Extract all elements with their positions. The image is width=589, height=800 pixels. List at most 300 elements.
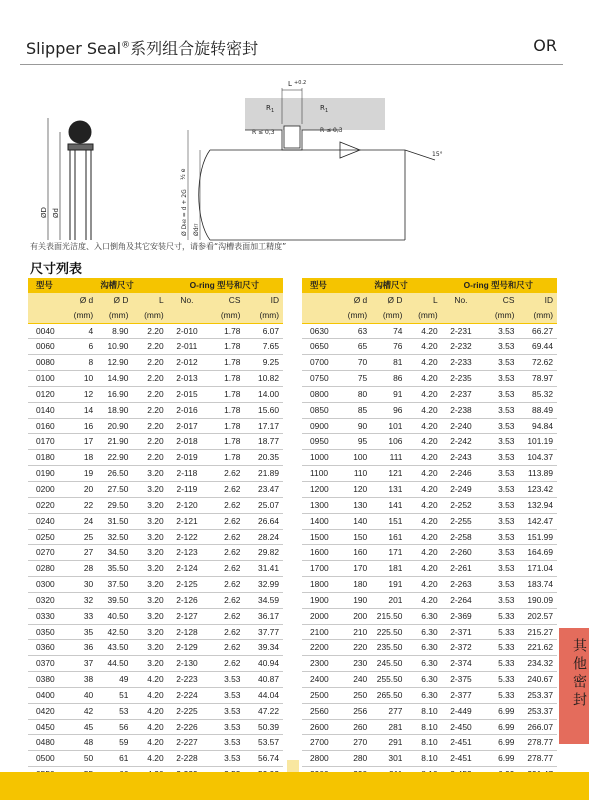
- table-cell: 4.20: [404, 371, 439, 387]
- header-cs: CS: [208, 293, 242, 308]
- table-cell: 2-223: [166, 672, 209, 688]
- table-cell: 33: [69, 608, 96, 624]
- header-L: L: [404, 293, 439, 308]
- table-cell: 2.62: [208, 624, 242, 640]
- table-row: [302, 466, 557, 482]
- table-cell: 37.77: [242, 624, 283, 640]
- section-title: 尺寸列表: [30, 262, 83, 277]
- table-row: [302, 719, 557, 735]
- table-cell: 2-127: [166, 608, 209, 624]
- table-cell: 95: [343, 434, 370, 450]
- table-cell: 190.09: [516, 592, 557, 608]
- table-cell: 2.62: [208, 656, 242, 672]
- table-row: [302, 592, 557, 608]
- table-cell: 8.90: [95, 323, 130, 339]
- table-cell: 164.69: [516, 545, 557, 561]
- table-cell: 39.50: [95, 592, 130, 608]
- table-cell: 32: [69, 592, 96, 608]
- table-row: [302, 703, 557, 719]
- table-cell: 4.20: [404, 481, 439, 497]
- table-cell: 29.82: [242, 545, 283, 561]
- table-cell: 2-232: [440, 339, 483, 355]
- table-cell: 27: [69, 545, 96, 561]
- slipper-ring-profile: [68, 144, 93, 150]
- table-cell: 3.20: [130, 466, 165, 482]
- unit-mm: (mm): [516, 308, 557, 323]
- table-cell: 3.20: [130, 656, 165, 672]
- table-row: [28, 592, 283, 608]
- table-cell: 150: [343, 529, 370, 545]
- table-row: [302, 434, 557, 450]
- table-cell: 4.20: [404, 497, 439, 513]
- table-cell: 2-249: [440, 481, 483, 497]
- table-cell: 0190: [28, 466, 69, 482]
- table-cell: 215.50: [369, 608, 404, 624]
- table-cell: 94.84: [516, 418, 557, 434]
- table-cell: 225.50: [369, 624, 404, 640]
- table-cell: 45: [69, 719, 96, 735]
- table-cell: 2-121: [166, 513, 209, 529]
- label-r-le-left: R ≤ 0,3: [252, 129, 275, 136]
- table-cell: 5.33: [482, 624, 516, 640]
- table-cell: 3.53: [482, 497, 516, 513]
- unit-mm: (mm): [208, 308, 242, 323]
- table-cell: 47.22: [242, 703, 283, 719]
- table-cell: 2-015: [166, 386, 209, 402]
- table-cell: 21.89: [242, 466, 283, 482]
- table-row: [28, 545, 283, 561]
- table-cell: 3.53: [482, 355, 516, 371]
- table-row: [28, 513, 283, 529]
- table-cell: 2-016: [166, 402, 209, 418]
- table-cell: 34.59: [242, 592, 283, 608]
- table-cell: 183.74: [516, 577, 557, 593]
- table-row: [302, 418, 557, 434]
- table-cell: 120: [343, 481, 370, 497]
- table-row: [28, 656, 283, 672]
- table-row: [28, 672, 283, 688]
- unit-mm: (mm): [130, 308, 165, 323]
- table-cell: 10.82: [242, 371, 283, 387]
- table-cell: 35.50: [95, 561, 130, 577]
- header-d: Ø d: [343, 293, 370, 308]
- label-half-e: ½ e: [180, 168, 187, 180]
- table-cell: 3.53: [482, 323, 516, 339]
- table-row: [28, 323, 283, 339]
- table-cell: 38: [69, 672, 96, 688]
- table-row: [302, 497, 557, 513]
- table-cell: 18.77: [242, 434, 283, 450]
- table-cell: 75: [343, 371, 370, 387]
- table-cell: 59: [95, 735, 130, 751]
- table-cell: 111: [369, 450, 404, 466]
- table-cell: 14: [69, 402, 96, 418]
- table-row: [28, 735, 283, 751]
- table-cell: 110: [343, 466, 370, 482]
- table-cell: 140: [343, 513, 370, 529]
- table-row: [28, 497, 283, 513]
- table-cell: 8.10: [404, 719, 439, 735]
- table-cell: 40.50: [95, 608, 130, 624]
- table-cell: 121: [369, 466, 404, 482]
- table-cell: 20.35: [242, 450, 283, 466]
- table-cell: 6.99: [482, 719, 516, 735]
- table-cell: 2-012: [166, 355, 209, 371]
- table-cell: 266.07: [516, 719, 557, 735]
- table-cell: 42.50: [95, 624, 130, 640]
- table-cell: 4.20: [404, 592, 439, 608]
- table-cell: 0060: [28, 339, 69, 355]
- table-cell: 85: [343, 402, 370, 418]
- table-cell: 2-238: [440, 402, 483, 418]
- table-row: [28, 355, 283, 371]
- table-cell: 40.94: [242, 656, 283, 672]
- table-cell: 280: [343, 751, 370, 767]
- header-no: No.: [440, 293, 483, 308]
- table-row: [28, 719, 283, 735]
- side-tab-label: 其他密封: [571, 638, 587, 710]
- table-cell: 66.27: [516, 323, 557, 339]
- table-cell: 5.33: [482, 656, 516, 672]
- table-cell: 6.30: [404, 672, 439, 688]
- table-row: [28, 386, 283, 402]
- table-cell: 18.90: [95, 402, 130, 418]
- table-cell: 4.20: [130, 672, 165, 688]
- table-cell: 3.53: [482, 386, 516, 402]
- table-cell: 2700: [302, 735, 343, 751]
- table-cell: 2.62: [208, 561, 242, 577]
- table-cell: 30: [69, 577, 96, 593]
- table-cell: 15.60: [242, 402, 283, 418]
- label-l-tolerance: +0.2: [294, 80, 307, 86]
- table-cell: 4.20: [404, 323, 439, 339]
- table-cell: 270: [343, 735, 370, 751]
- table-cell: 3.53: [482, 339, 516, 355]
- side-tab-other-seals[interactable]: [559, 628, 589, 744]
- table-cell: 6.30: [404, 624, 439, 640]
- table-cell: 22: [69, 497, 96, 513]
- technical-drawing: [20, 70, 540, 248]
- table-cell: 2.20: [130, 355, 165, 371]
- table-cell: 4.20: [404, 450, 439, 466]
- table-cell: 151.99: [516, 529, 557, 545]
- table-cell: 220: [343, 640, 370, 656]
- label-shaft: Ødf7: [193, 223, 200, 236]
- table-cell: 171: [369, 545, 404, 561]
- table-cell: 202.57: [516, 608, 557, 624]
- table-cell: 132.94: [516, 497, 557, 513]
- table-cell: 50.39: [242, 719, 283, 735]
- table-cell: 180: [343, 577, 370, 593]
- table-cell: 200: [343, 608, 370, 624]
- label-bore: Ø DH8 = d + 2G: [181, 189, 188, 236]
- table-cell: 29.50: [95, 497, 130, 513]
- table-cell: 201: [369, 592, 404, 608]
- label-l: L: [288, 80, 292, 88]
- table-cell: 2-261: [440, 561, 483, 577]
- table-cell: 21.90: [95, 434, 130, 450]
- table-cell: 4.20: [130, 687, 165, 703]
- table-cell: 301: [369, 751, 404, 767]
- table-row: [302, 608, 557, 624]
- table-cell: 51: [95, 687, 130, 703]
- table-cell: 0480: [28, 735, 69, 751]
- table-cell: 161: [369, 529, 404, 545]
- table-row: [28, 608, 283, 624]
- table-cell: 44.04: [242, 687, 283, 703]
- table-cell: 160: [343, 545, 370, 561]
- table-cell: 1200: [302, 481, 343, 497]
- table-cell: 39.34: [242, 640, 283, 656]
- table-cell: 4.20: [130, 751, 165, 767]
- table-cell: 3.53: [208, 735, 242, 751]
- unit-mm: (mm): [369, 308, 404, 323]
- table-cell: 3.53: [482, 529, 516, 545]
- table-cell: 4.20: [404, 529, 439, 545]
- table-cell: 1900: [302, 592, 343, 608]
- table-cell: 81: [369, 355, 404, 371]
- table-row: [28, 371, 283, 387]
- page-title: [26, 36, 258, 59]
- table-cell: 3.20: [130, 608, 165, 624]
- table-cell: 74: [369, 323, 404, 339]
- table-cell: 3.20: [130, 561, 165, 577]
- table-cell: 210: [343, 624, 370, 640]
- table-row: [302, 545, 557, 561]
- table-cell: 56: [95, 719, 130, 735]
- table-cell: 28.24: [242, 529, 283, 545]
- table-cell: 2-226: [166, 719, 209, 735]
- table-cell: 43.50: [95, 640, 130, 656]
- table-cell: 2-227: [166, 735, 209, 751]
- table-cell: 0420: [28, 703, 69, 719]
- table-cell: 2-123: [166, 545, 209, 561]
- table-cell: 35: [69, 624, 96, 640]
- table-cell: 3.53: [482, 466, 516, 482]
- table-cell: 1000: [302, 450, 343, 466]
- table-cell: 56.74: [242, 751, 283, 767]
- table-cell: 101: [369, 418, 404, 434]
- table-cell: 0360: [28, 640, 69, 656]
- table-cell: 1.78: [208, 355, 242, 371]
- table-cell: 5.33: [482, 640, 516, 656]
- table-cell: 255.50: [369, 672, 404, 688]
- table-cell: 2-013: [166, 371, 209, 387]
- table-cell: 76: [369, 339, 404, 355]
- table-cell: 0220: [28, 497, 69, 513]
- size-table-right: [302, 278, 557, 799]
- page-header: [20, 36, 563, 60]
- table-cell: 2.62: [208, 513, 242, 529]
- table-cell: 2-375: [440, 672, 483, 688]
- table-cell: 2-255: [440, 513, 483, 529]
- table-cell: 2-242: [440, 434, 483, 450]
- table-cell: 142.47: [516, 513, 557, 529]
- table-cell: 8.10: [404, 751, 439, 767]
- table-cell: 6.30: [404, 656, 439, 672]
- table-cell: 6.30: [404, 608, 439, 624]
- unit-mm: (mm): [95, 308, 130, 323]
- table-cell: 2-235: [440, 371, 483, 387]
- table-cell: 0100: [28, 371, 69, 387]
- table-row: [28, 751, 283, 767]
- table-cell: 106: [369, 434, 404, 450]
- table-cell: 0380: [28, 672, 69, 688]
- header-groove: 沟槽尺寸: [69, 278, 166, 293]
- table-cell: 25.07: [242, 497, 283, 513]
- table-cell: 2-125: [166, 577, 209, 593]
- table-row: [302, 624, 557, 640]
- table-cell: 4.20: [404, 386, 439, 402]
- table-row: [302, 577, 557, 593]
- label-r1-left-sub: 1: [271, 108, 275, 114]
- table-cell: 80: [343, 386, 370, 402]
- table-cell: 6.30: [404, 687, 439, 703]
- table-cell: 31.50: [95, 513, 130, 529]
- table-cell: 130: [343, 497, 370, 513]
- table-cell: 171.04: [516, 561, 557, 577]
- table-cell: 88.49: [516, 402, 557, 418]
- table-cell: 6.30: [404, 640, 439, 656]
- table-cell: 1.78: [208, 450, 242, 466]
- table-cell: 0300: [28, 577, 69, 593]
- table-cell: 3.20: [130, 592, 165, 608]
- shaft-break-curve: [199, 150, 210, 240]
- label-r1-right-sub: 1: [325, 108, 329, 114]
- table-row: [28, 434, 283, 450]
- table-cell: 123.42: [516, 481, 557, 497]
- table-cell: 10: [69, 371, 96, 387]
- table-cell: 2.62: [208, 592, 242, 608]
- table-cell: 16: [69, 418, 96, 434]
- table-cell: 3.53: [208, 751, 242, 767]
- table-cell: 2600: [302, 719, 343, 735]
- table-cell: 2.20: [130, 434, 165, 450]
- table-row: [28, 529, 283, 545]
- table-cell: 4.20: [404, 418, 439, 434]
- table-cell: 26.50: [95, 466, 130, 482]
- table-cell: 90: [343, 418, 370, 434]
- table-row: [302, 735, 557, 751]
- table-cell: 32.99: [242, 577, 283, 593]
- table-cell: 48: [69, 735, 96, 751]
- table-cell: 113.89: [516, 466, 557, 482]
- table-cell: 0330: [28, 608, 69, 624]
- table-cell: 20.90: [95, 418, 130, 434]
- table-cell: 2.62: [208, 497, 242, 513]
- table-cell: 2300: [302, 656, 343, 672]
- table-cell: 3.20: [130, 640, 165, 656]
- table-cell: 1.78: [208, 402, 242, 418]
- table-cell: 1600: [302, 545, 343, 561]
- table-cell: 2-240: [440, 418, 483, 434]
- table-cell: 230: [343, 656, 370, 672]
- header-rule: [20, 64, 563, 65]
- table-cell: 281: [369, 719, 404, 735]
- table-cell: 2000: [302, 608, 343, 624]
- table-cell: 40.87: [242, 672, 283, 688]
- table-cell: 190: [343, 592, 370, 608]
- table-cell: 4.20: [130, 735, 165, 751]
- table-cell: 6.99: [482, 735, 516, 751]
- table-cell: 151: [369, 513, 404, 529]
- table-cell: 235.50: [369, 640, 404, 656]
- table-cell: 240.67: [516, 672, 557, 688]
- table-cell: 3.53: [482, 577, 516, 593]
- table-cell: 37.50: [95, 577, 130, 593]
- table-cell: 3.20: [130, 545, 165, 561]
- table-cell: 2-120: [166, 497, 209, 513]
- title-registered-mark: ®: [121, 40, 131, 51]
- table-cell: 12.90: [95, 355, 130, 371]
- table-cell: 16.90: [95, 386, 130, 402]
- table-cell: 0080: [28, 355, 69, 371]
- table-cell: 0040: [28, 323, 69, 339]
- table-cell: 36.17: [242, 608, 283, 624]
- table-cell: 2-243: [440, 450, 483, 466]
- table-cell: 2.20: [130, 386, 165, 402]
- table-row: [302, 687, 557, 703]
- table-cell: 8.10: [404, 703, 439, 719]
- table-row: [302, 640, 557, 656]
- table-cell: 23.47: [242, 481, 283, 497]
- table-row: [302, 355, 557, 371]
- table-row: [302, 450, 557, 466]
- table-cell: 3.20: [130, 481, 165, 497]
- table-cell: 27.50: [95, 481, 130, 497]
- header-groove: 沟槽尺寸: [343, 278, 440, 293]
- header-d: Ø d: [69, 293, 96, 308]
- table-cell: 0750: [302, 371, 343, 387]
- table-cell: 2-122: [166, 529, 209, 545]
- table-cell: 0950: [302, 434, 343, 450]
- table-cell: 2-237: [440, 386, 483, 402]
- table-cell: 96: [369, 402, 404, 418]
- table-cell: 85.32: [516, 386, 557, 402]
- table-cell: 8: [69, 355, 96, 371]
- table-row: [28, 418, 283, 434]
- table-row: [302, 751, 557, 767]
- label-r-le-right: R ≤ 0,3: [320, 127, 343, 134]
- table-cell: 3.53: [482, 545, 516, 561]
- table-cell: 4.20: [404, 402, 439, 418]
- table-cell: 5.33: [482, 687, 516, 703]
- table-cell: 2.20: [130, 450, 165, 466]
- table-cell: 2-225: [166, 703, 209, 719]
- table-cell: 6: [69, 339, 96, 355]
- table-cell: 2-246: [440, 466, 483, 482]
- table-cell: 1.78: [208, 418, 242, 434]
- table-cell: 131: [369, 481, 404, 497]
- table-cell: 91: [369, 386, 404, 402]
- table-cell: 53: [95, 703, 130, 719]
- table-cell: 245.50: [369, 656, 404, 672]
- table-cell: 22.90: [95, 450, 130, 466]
- table-cell: 10.90: [95, 339, 130, 355]
- table-cell: 291: [369, 735, 404, 751]
- unit-mm: (mm): [343, 308, 370, 323]
- table-cell: 256: [343, 703, 370, 719]
- table-cell: 34.50: [95, 545, 130, 561]
- table-cell: 65: [343, 339, 370, 355]
- table-cell: 9.25: [242, 355, 283, 371]
- table-cell: 265.50: [369, 687, 404, 703]
- table-cell: 2100: [302, 624, 343, 640]
- table-cell: 72.62: [516, 355, 557, 371]
- table-cell: 4.20: [404, 466, 439, 482]
- label-d: Ød: [52, 208, 60, 218]
- groove-drawing: [188, 88, 435, 240]
